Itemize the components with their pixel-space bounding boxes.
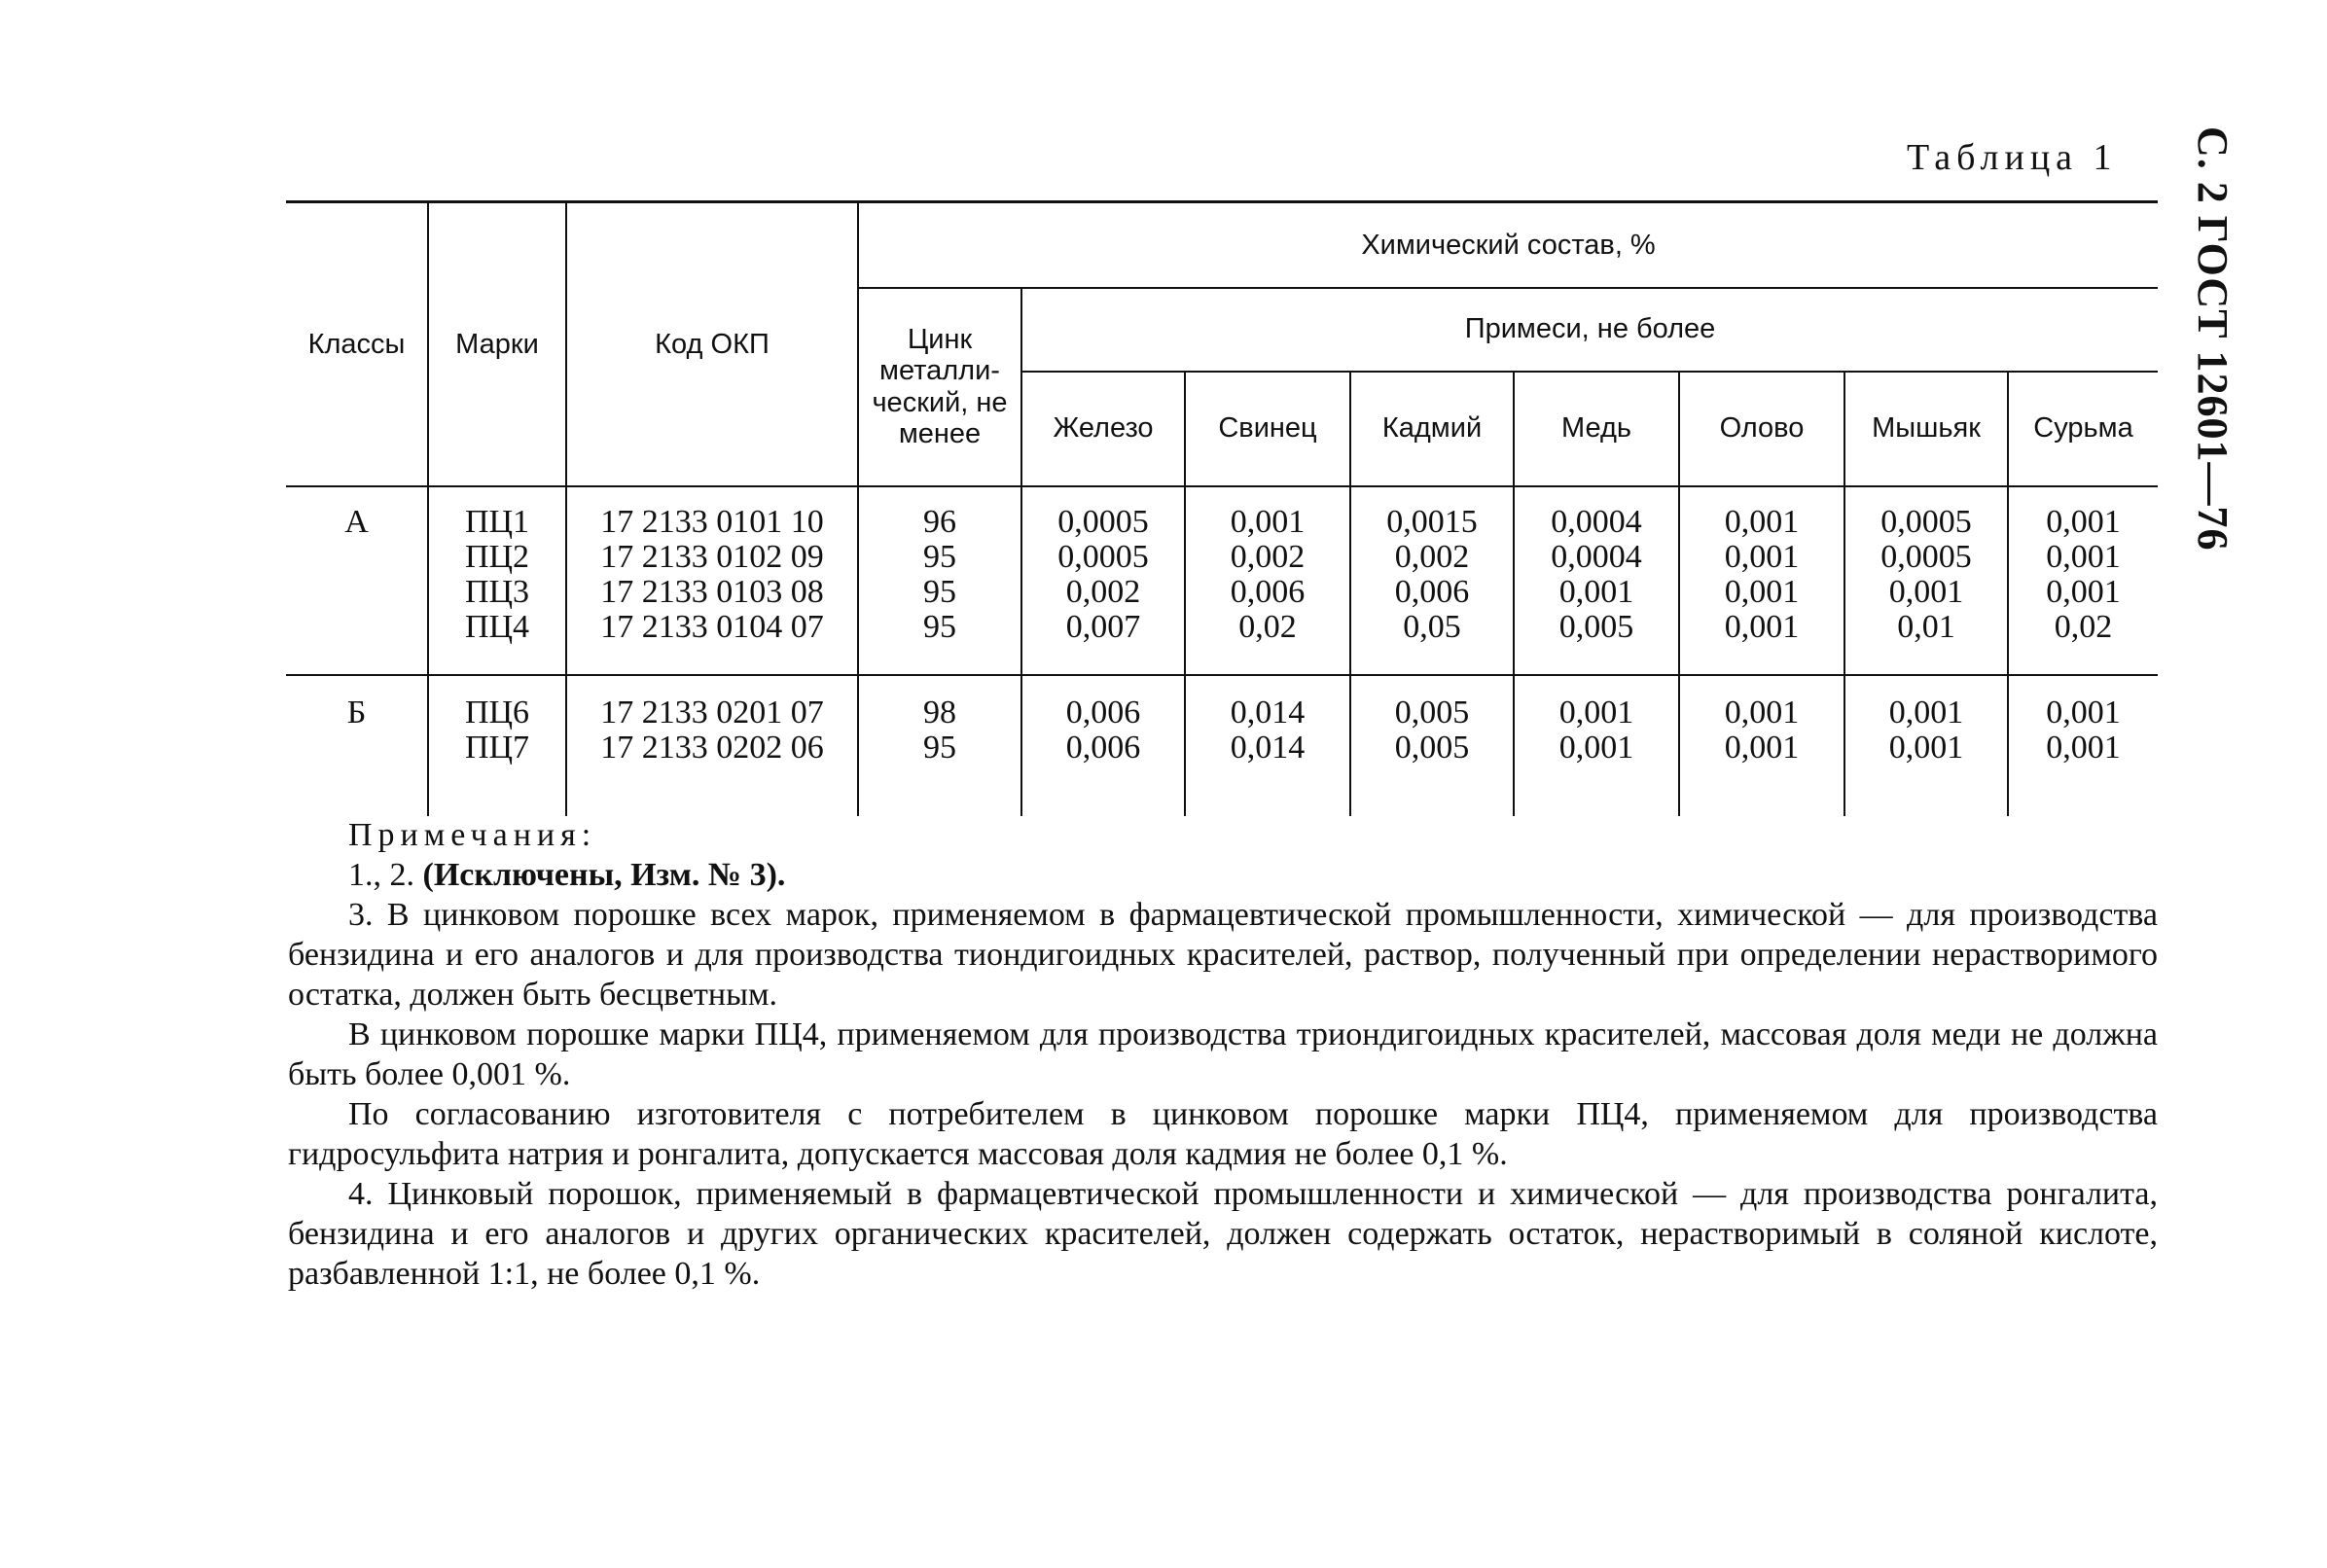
zinc-value: 98: [923, 694, 956, 731]
page-side-header: С. 2 ГОСТ 12601—76: [2189, 126, 2237, 552]
arsenic-cell: [1844, 675, 2008, 816]
header-tin: Олово: [1679, 372, 1844, 486]
header-classes: Классы: [286, 202, 428, 486]
antimony-value: 0,02: [2054, 608, 2113, 645]
tin-cell: [1679, 675, 1844, 816]
iron-value: 0,002: [1065, 573, 1141, 610]
okp-code-value: 17 2133 0201 07: [600, 694, 824, 731]
grade-value: ПЦ7: [464, 729, 530, 766]
arsenic-value: 0,0005: [1880, 538, 1972, 575]
zinc-value: 95: [923, 729, 956, 766]
iron-cell: [1021, 486, 1185, 675]
iron-value: 0,0005: [1057, 538, 1149, 575]
tin-value: 0,001: [1724, 694, 1800, 731]
lead-cell: [1185, 486, 1350, 675]
header-zinc: Цинк металли-ческий, не менее: [858, 288, 1021, 486]
arsenic-value: 0,01: [1897, 608, 1955, 645]
zinc-cell: [858, 675, 1021, 816]
iron-value: 0,0005: [1057, 503, 1149, 540]
cadmium-value: 0,0015: [1386, 503, 1478, 540]
cadmium-value: 0,006: [1394, 573, 1470, 610]
zinc-value: 96: [923, 503, 956, 540]
lead-value: 0,014: [1230, 694, 1306, 731]
table-row-group-a: [286, 486, 2158, 675]
copper-value: 0,001: [1558, 573, 1634, 610]
header-impurities: Примеси, не более: [1021, 288, 2158, 372]
iron-cell: [1021, 675, 1185, 816]
header-lead: Свинец: [1185, 372, 1350, 486]
copper-value: 0,001: [1558, 694, 1634, 731]
note-4: 4. Цинковый порошок, применяемый в фармацевтической промышленности и химической — для производства ронгалита, бензидина и его аналогов и других органических красителей, должен содержать остаток, нерастворимый в соляной кислоте, разбавленной 1:1, не более 0,1 %.: [288, 1176, 2158, 1292]
header-iron: Железо: [1021, 372, 1185, 486]
antimony-cell: [2008, 675, 2158, 816]
arsenic-value: 0,0005: [1880, 503, 1972, 540]
header-chem-composition: Химический состав, %: [858, 202, 2158, 288]
header-copper: Медь: [1514, 372, 1679, 486]
antimony-value: 0,001: [2046, 694, 2121, 731]
arsenic-value: 0,001: [1888, 573, 1964, 610]
tin-value: 0,001: [1724, 729, 1800, 766]
grade-value: ПЦ3: [464, 573, 530, 610]
okp-code-value: 17 2133 0101 10: [600, 503, 824, 540]
okp-code-value: 17 2133 0103 08: [600, 573, 824, 610]
okp-code-value: 17 2133 0202 06: [600, 729, 824, 766]
note-1-2-prefix: 1., 2.: [348, 857, 423, 893]
copper-value: 0,001: [1558, 729, 1634, 766]
composition-table: [286, 200, 2158, 816]
note-1-2-excluded: (Исключены, Изм. № 3).: [422, 857, 786, 893]
grade-value: ПЦ1: [464, 503, 530, 540]
antimony-value: 0,001: [2046, 538, 2121, 575]
header-grades: Марки: [428, 202, 566, 486]
header-cadmium: Кадмий: [1350, 372, 1514, 486]
cadmium-value: 0,005: [1394, 729, 1470, 766]
notes-section: [288, 815, 2158, 1294]
grade-value: ПЦ4: [464, 608, 530, 645]
tin-value: 0,001: [1724, 608, 1800, 645]
iron-value: 0,007: [1065, 608, 1141, 645]
class-cell: [286, 675, 428, 816]
class-cell: [286, 486, 428, 675]
zinc-cell: [858, 486, 1021, 675]
table-caption: Таблица 1: [1907, 137, 2118, 178]
grades-cell: [428, 486, 566, 675]
antimony-value: 0,001: [2046, 729, 2121, 766]
tin-value: 0,001: [1724, 573, 1800, 610]
lead-value: 0,014: [1230, 729, 1306, 766]
cadmium-value: 0,002: [1394, 538, 1470, 575]
grade-value: ПЦ6: [464, 694, 530, 731]
grade-value: ПЦ2: [464, 538, 530, 575]
note-3: 3. В цинковом порошке всех марок, применяемом в фармацевтической промышленности, химической — для производства бензидина и его аналогов и для производства тиондигоидных красителей, раствор, полученный при определении нерастворимого остатка, должен быть бесцветным.: [288, 897, 2158, 1013]
lead-value: 0,002: [1230, 538, 1306, 575]
grades-cell: [428, 675, 566, 816]
zinc-value: 95: [923, 573, 956, 610]
header-antimony: Сурьма: [2008, 372, 2158, 486]
note-pc4-cadmium: По согласованию изготовителя с потребителем в цинковом порошке марки ПЦ4, применяемом для производства гидросульфита натрия и ронгалита, допускается массовая доля кадмия не более 0,1 %.: [288, 1096, 2158, 1172]
notes-title: Примечания:: [348, 817, 597, 853]
copper-cell: [1514, 486, 1679, 675]
arsenic-cell: [1844, 486, 2008, 675]
class-label: А: [344, 503, 369, 540]
iron-value: 0,006: [1065, 694, 1141, 731]
antimony-value: 0,001: [2046, 573, 2121, 610]
lead-cell: [1185, 675, 1350, 816]
header-arsenic: Мышьяк: [1844, 372, 2008, 486]
antimony-cell: [2008, 486, 2158, 675]
table-row-group-b: [286, 675, 2158, 816]
okp-code-value: 17 2133 0104 07: [600, 608, 824, 645]
tin-value: 0,001: [1724, 503, 1800, 540]
arsenic-value: 0,001: [1888, 729, 1964, 766]
class-label: Б: [346, 694, 367, 731]
lead-value: 0,02: [1238, 608, 1297, 645]
copper-value: 0,0004: [1551, 503, 1642, 540]
okp-code-value: 17 2133 0102 09: [600, 538, 824, 575]
copper-cell: [1514, 675, 1679, 816]
codes-cell: [566, 486, 858, 675]
copper-value: 0,005: [1558, 608, 1634, 645]
copper-value: 0,0004: [1551, 538, 1642, 575]
arsenic-value: 0,001: [1888, 694, 1964, 731]
iron-value: 0,006: [1065, 729, 1141, 766]
tin-cell: [1679, 486, 1844, 675]
lead-value: 0,006: [1230, 573, 1306, 610]
header-okp-code: Код ОКП: [566, 202, 858, 486]
note-1-2: [288, 855, 2158, 895]
cadmium-cell: [1350, 486, 1514, 675]
zinc-value: 95: [923, 608, 956, 645]
tin-value: 0,001: [1724, 538, 1800, 575]
codes-cell: [566, 675, 858, 816]
cadmium-cell: [1350, 675, 1514, 816]
antimony-value: 0,001: [2046, 503, 2121, 540]
note-pc4-copper: В цинковом порошке марки ПЦ4, применяемом для производства триондигоидных красителей, массовая доля меди не должна быть более 0,001 %.: [288, 1016, 2158, 1092]
lead-value: 0,001: [1230, 503, 1306, 540]
cadmium-value: 0,05: [1403, 608, 1461, 645]
cadmium-value: 0,005: [1394, 694, 1470, 731]
zinc-value: 95: [923, 538, 956, 575]
